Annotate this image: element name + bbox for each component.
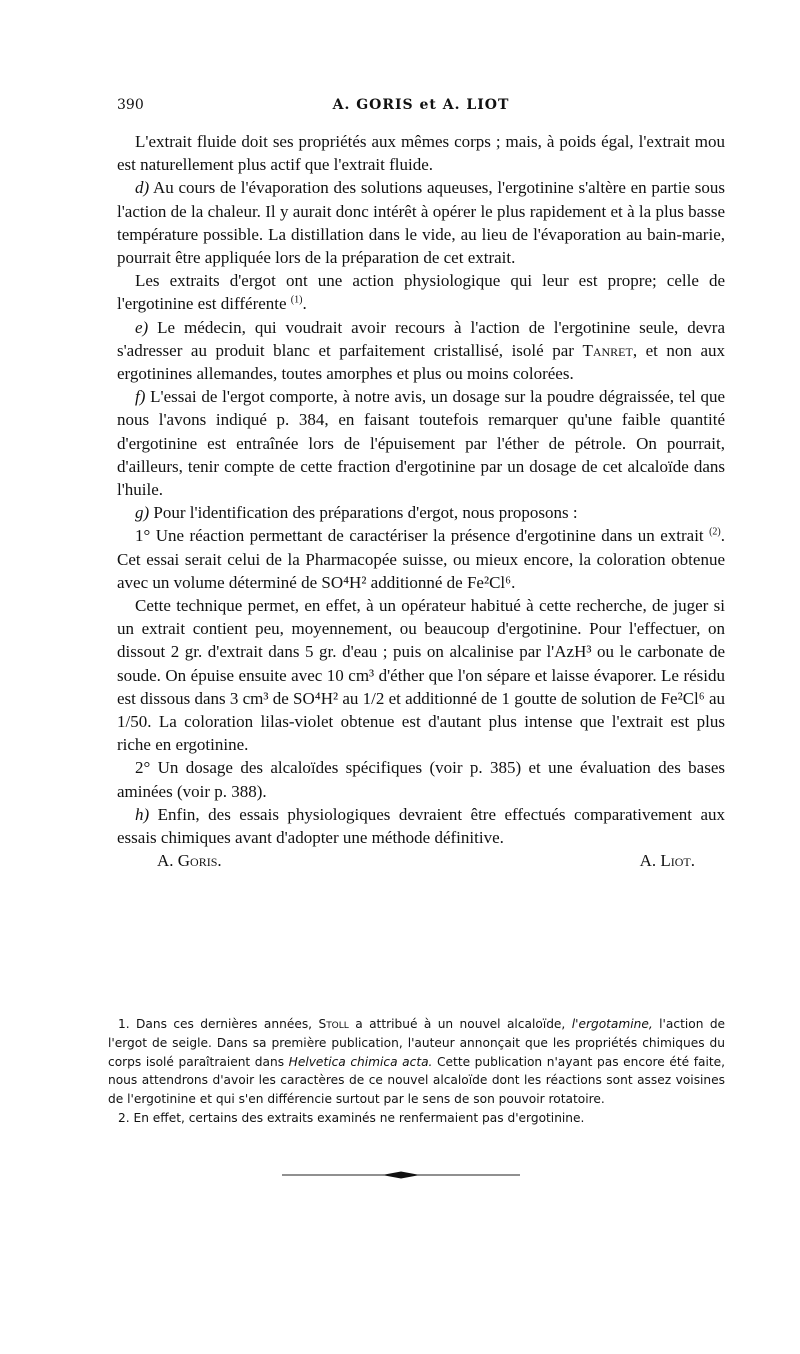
journal-title: Helvetica chimica acta. — [288, 1054, 433, 1069]
paragraph-text: . Cet essai serait celui de la Pharmacopée suisse, ou mieux encore, la coloration obtenue avec un volume déterminé de SO⁴H² additionné de Fe²Cl⁶. — [117, 526, 726, 592]
footnote-2 — [108, 1109, 725, 1128]
paragraph-text: L'extrait fluide doit ses propriétés aux mêmes corps ; mais, à poids égal, l'extrait mou est naturellement plus actif que l'extrait fluide. — [117, 132, 725, 175]
paragraph-text: Pour l'identification des préparations d'ergot, nous proposons : — [153, 503, 578, 523]
page-number: 390 — [117, 97, 144, 113]
paragraph — [117, 756, 725, 802]
paragraph: Les extraits d'ergot ont une action physiologique qui leur est propre; celle de l'ergotinine est différente $^{(1)}$. — [117, 271, 725, 314]
paragraph — [117, 385, 725, 501]
body-text — [117, 130, 725, 873]
footnote-text: l'action de l'ergot de seigle. Dans sa première publication, l'auteur annonçait que les propriétés chimiques du corps isolé paraîtraient dans — [108, 1017, 726, 1069]
signature-left: A. Goris. — [157, 851, 222, 871]
section-label: d) — [135, 178, 150, 198]
footnote-text: 1. Dans ces dernières années, — [118, 1017, 313, 1031]
footnote-text: Cette publication n'ayant pas encore été faite, nous attendrons d'avoir les caractères de ce nouvel alcaloïde dont les réactions sont assez voisines de l'ergotinine et qui s'en différencie surtout par le sens de son pouvoir rotatoire. — [108, 1054, 726, 1107]
footnote-text: a attribué à un nouvel alcaloïde, — [355, 1017, 566, 1031]
author-name: Tanret — [582, 340, 633, 360]
paragraph — [117, 176, 725, 269]
running-head: A. GORIS et A. LIOT — [332, 97, 510, 113]
footnote-ref: (1) — [290, 294, 303, 306]
paragraph-text: Le médecin, qui voudrait avoir recours à l'action de l'ergotinine seule, devra s'adresser au produit blanc et parfaitement cristallisé, isolé par — [117, 317, 725, 360]
divider-ornament — [382, 1172, 420, 1179]
footnote-ref: (2) — [709, 526, 721, 538]
section-label: e) — [135, 317, 149, 337]
footnote-term: l'ergotamine, — [571, 1017, 653, 1031]
signature-right: A. Liot. — [639, 851, 695, 871]
paragraph — [117, 803, 725, 849]
page-header — [117, 97, 725, 119]
footnote-1 — [108, 1015, 725, 1109]
paragraph — [117, 594, 725, 756]
paragraph-text: Au cours de l'évaporation des solutions aqueuses, l'ergotinine s'altère en partie sous l'action de la chaleur. Il y aurait donc intérêt à opérer le plus rapidement et à la plus basse température possible. La distillation dans le vide, au lieu de l'évaporation au bain-marie, pourrait être appliquée lors de la préparation de cet extrait. — [117, 178, 725, 268]
paragraph — [117, 501, 725, 524]
paragraph — [117, 130, 725, 176]
paragraph-text: Enfin, des essais physiologiques devraient être effectués comparativement aux essais chimiques avant d'adopter une méthode définitive. — [117, 804, 726, 848]
fleuron-divider — [282, 1170, 520, 1180]
paragraph-text: L'essai de l'ergot comporte, à notre avis, un dosage sur la poudre dégraissée, tel que nous l'avons indiqué p. 384, en faisant toutefois remarquer qu'une faible quantité d'ergotinine est entraînée lors de l'épuisement par l'éther de pétrole. On pourrait, d'ailleurs, tenir compte de cette fraction d'ergotinine par un dosage de cet alcaloïde dans l'huile. — [117, 387, 725, 500]
paragraph-text: Cette technique permet, en effet, à un opérateur habitué à cette recherche, de juger si un extrait contient peu, moyennement, ou beaucoup d'ergotinine. Pour l'effectuer, on dissout 2 gr. d'extrait dans 5 gr. d'eau ; puis on alcalinise par l'AzH³ ou le carbonate de soude. On épuise ensuite avec 10 cm³ d'éther que l'on sépare et laisse évaporer. Le résidu est dissous dans 3 cm³ de SO⁴H² au 1/2 et additionné de 1 goutte de solution de Fe²Cl⁶ au 1/50. La coloration lilas-violet obtenue est d'autant plus intense que l'extrait est plus riche en ergotinine. — [117, 596, 725, 755]
section-label: f) — [135, 387, 146, 407]
section-label: h) — [135, 804, 150, 824]
paragraph — [117, 524, 725, 594]
author-name: Stoll — [318, 1017, 349, 1031]
paragraph-text: 2° Un dosage des alcaloïdes spécifiques (voir p. 385) et une évaluation des bases aminées (voir p. 388). — [117, 758, 725, 801]
paragraph-text: Les extraits d'ergot ont une action physiologique qui leur est propre; celle de l'ergotinine est différente — [117, 271, 725, 314]
footnote-text: 2. En effet, certains des extraits examinés ne renfermaient pas d'ergotinine. — [118, 1110, 585, 1125]
signature-line — [117, 849, 725, 873]
paragraph-text: , et non aux ergotinines allemandes, toutes amorphes et plus ou moins colorées. — [117, 340, 725, 384]
paragraph-text: 1° Une réaction permettant de caractériser la présence d'ergotinine dans un extrait — [135, 526, 704, 546]
footnotes — [108, 1015, 725, 1128]
section-label: g) — [135, 503, 150, 523]
paragraph — [117, 316, 725, 386]
